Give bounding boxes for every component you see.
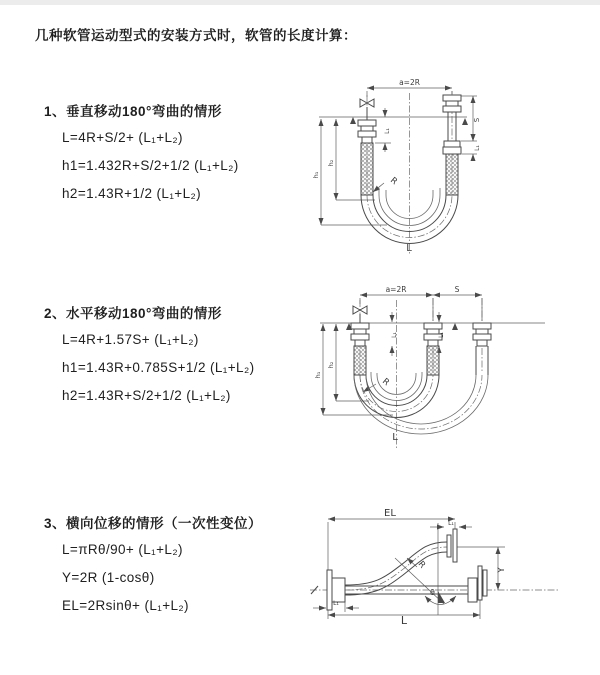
label-h1: h₁ (312, 171, 320, 179)
formula-length: L=4R+1.57S+ (L₁+L₂) (62, 332, 199, 347)
angle-wedge (438, 591, 445, 603)
braided-section (354, 346, 366, 375)
label-l: L (400, 614, 408, 627)
label-s: S (473, 117, 481, 123)
label-l1-left: L₁ (391, 332, 398, 338)
formula-h2: h2=1.43R+1/2 (L₁+L₂) (62, 186, 202, 201)
section-3-heading: 3、横向位移的情形（一次性变位） (44, 516, 263, 531)
section-1-heading: 1、垂直移动180°弯曲的情形 (44, 104, 222, 119)
label-a2r: a=2R (385, 285, 407, 294)
formula-h1: h1=1.43R+0.785S+1/2 (L₁+L₂) (62, 360, 255, 375)
label-l: L (392, 432, 398, 443)
section-vertical-bend (44, 100, 239, 204)
formula-length: L=πRθ/90+ (L₁+L₂) (62, 542, 183, 557)
section-lateral-displacement (44, 512, 262, 616)
label-l: L (406, 243, 412, 254)
formula-length: L=4R+S/2+ (L₁+L₂) (62, 130, 183, 145)
displaced-hose-outer (354, 375, 488, 434)
braided-section (427, 346, 439, 375)
label-l1-top: L₁ (448, 520, 454, 527)
label-h2: h₂ (327, 159, 335, 167)
label-r: R (415, 559, 428, 571)
label-l1-left: L₁ (333, 600, 339, 607)
formula-h1: h1=1.432R+S/2+1/2 (L₁+L₂) (62, 158, 239, 173)
label-y: Y (497, 567, 507, 573)
formula-el: EL=2Rsinθ+ (L₁+L₂) (62, 598, 189, 613)
label-a2r: a=2R (399, 78, 420, 87)
braided-section (361, 143, 373, 195)
formula-h2: h2=1.43R+S/2+1/2 (L₁+L₂) (62, 388, 231, 403)
scan-edge-strip (0, 0, 600, 5)
hose-upper-wall (345, 542, 447, 585)
diagram-lateral-displacement (300, 500, 600, 635)
flange (473, 323, 491, 346)
flange (443, 95, 461, 101)
dimensions (313, 519, 505, 619)
label-r: R (380, 376, 392, 389)
label-l1-right: L₁ (474, 145, 481, 151)
label-l1-left: L₁ (384, 128, 391, 134)
flange (358, 120, 376, 126)
flange (327, 570, 332, 610)
label-theta: θ (430, 588, 435, 597)
label-el: EL (384, 508, 396, 519)
diagram-horizontal-bend (305, 280, 600, 452)
section-horizontal-bend (44, 302, 254, 406)
flange (444, 141, 460, 147)
centerlines (367, 91, 452, 255)
label-s: S (454, 285, 460, 294)
label-h1: h₁ (314, 371, 322, 379)
centerlines (360, 298, 482, 448)
braided-section (446, 154, 458, 195)
section-2-heading: 2、水平移动180°弯曲的情形 (44, 306, 222, 321)
hose-inner-curve (373, 195, 446, 232)
flange (447, 535, 451, 557)
flange (468, 578, 477, 602)
label-r: R (388, 175, 400, 188)
diagram-vertical-bend (305, 75, 600, 257)
label-h2: h₂ (327, 361, 335, 369)
formula-y: Y=2R (1-cosθ) (62, 570, 155, 585)
label-l1-mid: L₁ (438, 332, 445, 338)
flange (351, 323, 369, 346)
page-title: 几种软管运动型式的安装方式时，软管的长度计算： (35, 28, 357, 43)
hose-assembly (351, 306, 491, 434)
